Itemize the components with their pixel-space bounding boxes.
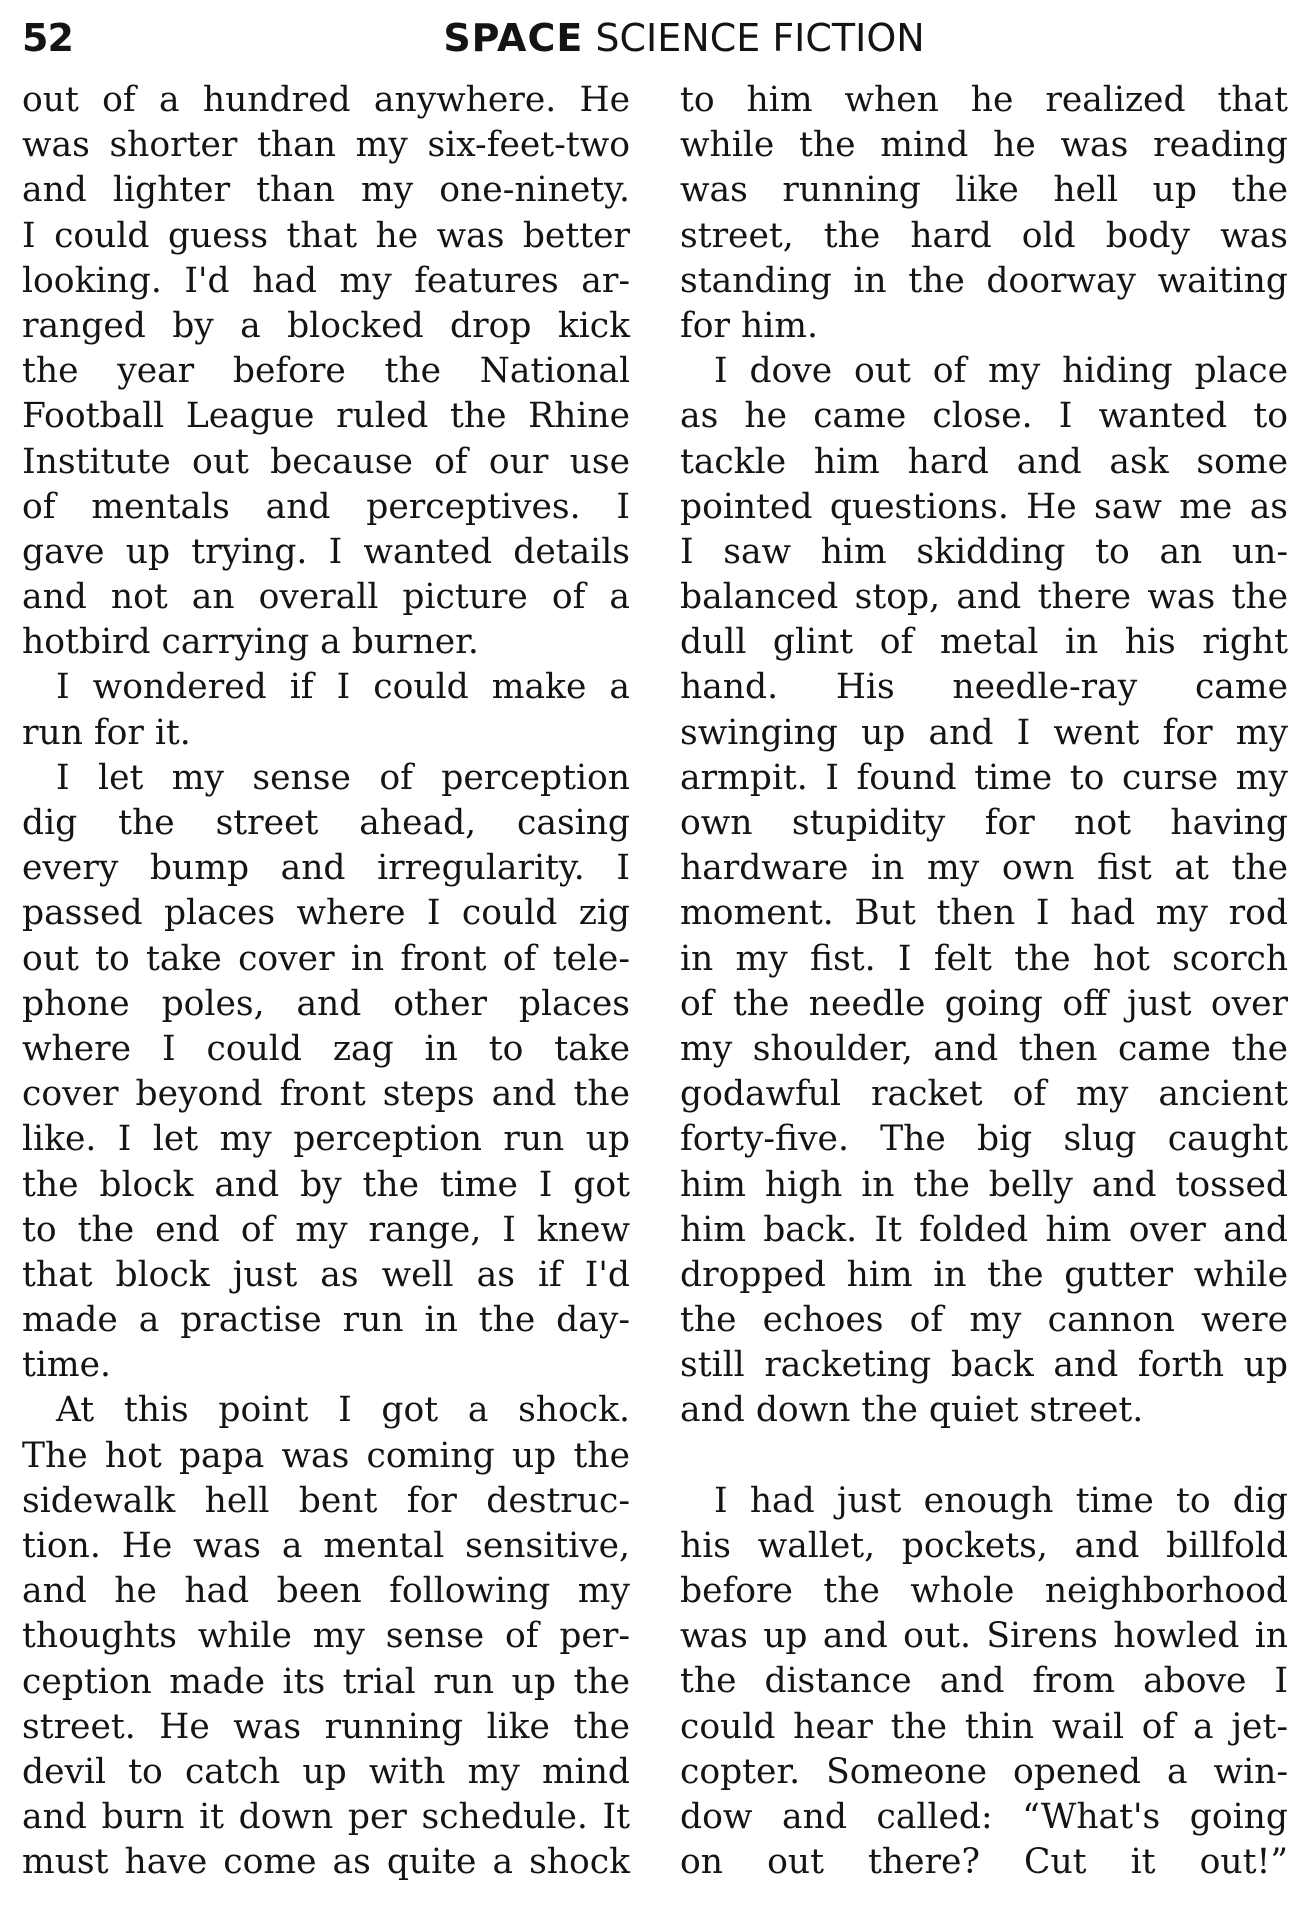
text-line: dull glint of metal in his right xyxy=(680,622,1288,663)
text-line: time. xyxy=(22,1345,111,1386)
paragraph-continued-right xyxy=(680,78,1288,349)
text-line: standing in the doorway waiting xyxy=(680,260,1288,301)
text-line: I wondered if I could make a xyxy=(56,667,630,708)
text-line: must have come as quite a shock xyxy=(22,1842,630,1883)
text-line: the distance and from above I xyxy=(680,1661,1288,1702)
text-line: to him when he realized that xyxy=(680,80,1288,120)
text-line: for him. xyxy=(680,305,818,346)
text-line: to the end of my range, I knew xyxy=(22,1209,630,1250)
text-line: and down the quiet street. xyxy=(680,1390,1144,1431)
text-line: dow and called: “What's going xyxy=(680,1796,1288,1837)
paragraph-section-break xyxy=(680,1434,1288,1479)
text-line: dropped him in the gutter while xyxy=(680,1254,1288,1295)
magazine-title-rest: SCIENCE FICTION xyxy=(595,16,925,60)
paragraph-shock xyxy=(22,1388,630,1885)
page-header xyxy=(22,14,1286,64)
text-line: street. He was running like the xyxy=(22,1706,630,1747)
text-line: out to take cover in front of tele- xyxy=(22,938,630,979)
text-line: At this point I got a shock. xyxy=(56,1390,630,1431)
text-line: armpit. I found time to curse my xyxy=(680,757,1288,798)
text-line: gave up trying. I wanted details xyxy=(22,531,630,572)
text-line: hotbird carrying a burner. xyxy=(22,622,479,663)
text-line: swinging up and I went for my xyxy=(680,712,1288,753)
text-line: and not an overall picture of a xyxy=(22,577,630,618)
text-line: and lighter than my one-ninety. xyxy=(22,170,630,211)
text-line: sidewalk hell bent for destruc- xyxy=(22,1480,630,1521)
paragraph-continued xyxy=(22,78,630,665)
text-line: godawful racket of my ancient xyxy=(680,1074,1288,1115)
text-line: could hear the thin wail of a jet- xyxy=(680,1706,1288,1747)
text-line: I dove out of my hiding place xyxy=(714,351,1288,392)
text-line: the block and by the time I got xyxy=(22,1164,630,1205)
paragraph-wondered xyxy=(22,665,630,755)
text-line: balanced stop, and there was the xyxy=(680,577,1288,618)
text-line: before the whole neighborhood xyxy=(680,1571,1288,1611)
text-line: looking. I'd had my features ar- xyxy=(22,260,630,301)
text-line: and he had been following my xyxy=(22,1571,630,1612)
text-line: was up and out. Sirens howled in xyxy=(680,1616,1288,1657)
text-line: was running like hell up the xyxy=(680,170,1288,211)
text-line: was shorter than my six-feet-two xyxy=(22,125,630,166)
text-line: cover beyond front steps and the xyxy=(22,1074,630,1115)
text-line: made a practise run in the day- xyxy=(22,1300,630,1341)
text-line: still racketing back and forth up xyxy=(680,1345,1288,1386)
text-line: street, the hard old body was xyxy=(680,215,1288,256)
page-number: 52 xyxy=(22,16,73,60)
text-line: ranged by a blocked drop kick xyxy=(22,305,630,346)
text-line: phone poles, and other places xyxy=(22,983,630,1024)
text-line: tackle him hard and ask some xyxy=(680,441,1288,482)
text-line: devil to catch up with my mind xyxy=(22,1751,630,1792)
left-column xyxy=(22,78,630,1886)
text-line: moment. But then I had my rod xyxy=(680,893,1288,934)
magazine-title-bold: SPACE xyxy=(443,16,584,60)
paragraph-dove-out xyxy=(680,349,1288,1434)
text-line: where I could zag in to take xyxy=(22,1028,630,1069)
text-line: I let my sense of perception xyxy=(56,757,630,798)
text-line: tion. He was a mental sensitive, xyxy=(22,1526,630,1566)
text-line: his wallet, pockets, and billfold xyxy=(680,1525,1288,1566)
text-line: of the needle going off just over xyxy=(680,983,1288,1024)
text-line: dig the street ahead, casing xyxy=(22,803,630,843)
text-line: hand. His needle-ray came xyxy=(680,667,1288,708)
text-line: thoughts while my sense of per- xyxy=(22,1616,630,1657)
text-line: the echoes of my cannon were xyxy=(680,1300,1288,1341)
text-line: own stupidity for not having xyxy=(680,803,1288,843)
text-line: like. I let my perception run up xyxy=(22,1119,630,1160)
text-line: hardware in my own fist at the xyxy=(680,848,1288,889)
paragraph-dig-wallet xyxy=(680,1479,1288,1886)
text-line: the year before the National xyxy=(22,351,630,392)
text-line: pointed questions. He saw me as xyxy=(680,486,1288,527)
text-line: passed places where I could zig xyxy=(22,893,630,934)
text-line: every bump and irregularity. I xyxy=(22,848,630,889)
paragraph-perception xyxy=(22,756,630,1389)
text-line: that block just as well as if I'd xyxy=(22,1254,630,1295)
text-line: as he came close. I wanted to xyxy=(680,396,1288,437)
text-line: forty-five. The big slug caught xyxy=(680,1119,1288,1160)
text-line: ception made its trial run up the xyxy=(22,1661,630,1702)
text-line: Football League ruled the Rhine xyxy=(22,396,630,437)
text-line: out of a hundred anywhere. He xyxy=(22,80,630,120)
text-line: on out there? Cut it out!” xyxy=(680,1842,1288,1883)
text-line: of mentals and perceptives. I xyxy=(22,486,630,527)
text-line: and burn it down per schedule. It xyxy=(22,1797,630,1838)
text-line: him back. It folded him over and xyxy=(680,1209,1288,1250)
text-line: my shoulder, and then came the xyxy=(680,1028,1288,1069)
text-line: I saw him skidding to an un- xyxy=(680,531,1288,572)
running-head xyxy=(22,16,1286,60)
text-line: him high in the belly and tossed xyxy=(680,1164,1288,1205)
text-line: I could guess that he was better xyxy=(22,215,630,256)
text-line: Institute out because of our use xyxy=(22,441,630,482)
text-line: I had just enough time to dig xyxy=(714,1480,1288,1521)
text-line: copter. Someone opened a win- xyxy=(680,1751,1288,1792)
text-line: while the mind he was reading xyxy=(680,125,1288,166)
text-line: The hot papa was coming up the xyxy=(22,1435,630,1476)
text-line: run for it. xyxy=(22,712,191,753)
text-line: in my fist. I felt the hot scorch xyxy=(680,938,1288,979)
right-column xyxy=(680,78,1288,1885)
